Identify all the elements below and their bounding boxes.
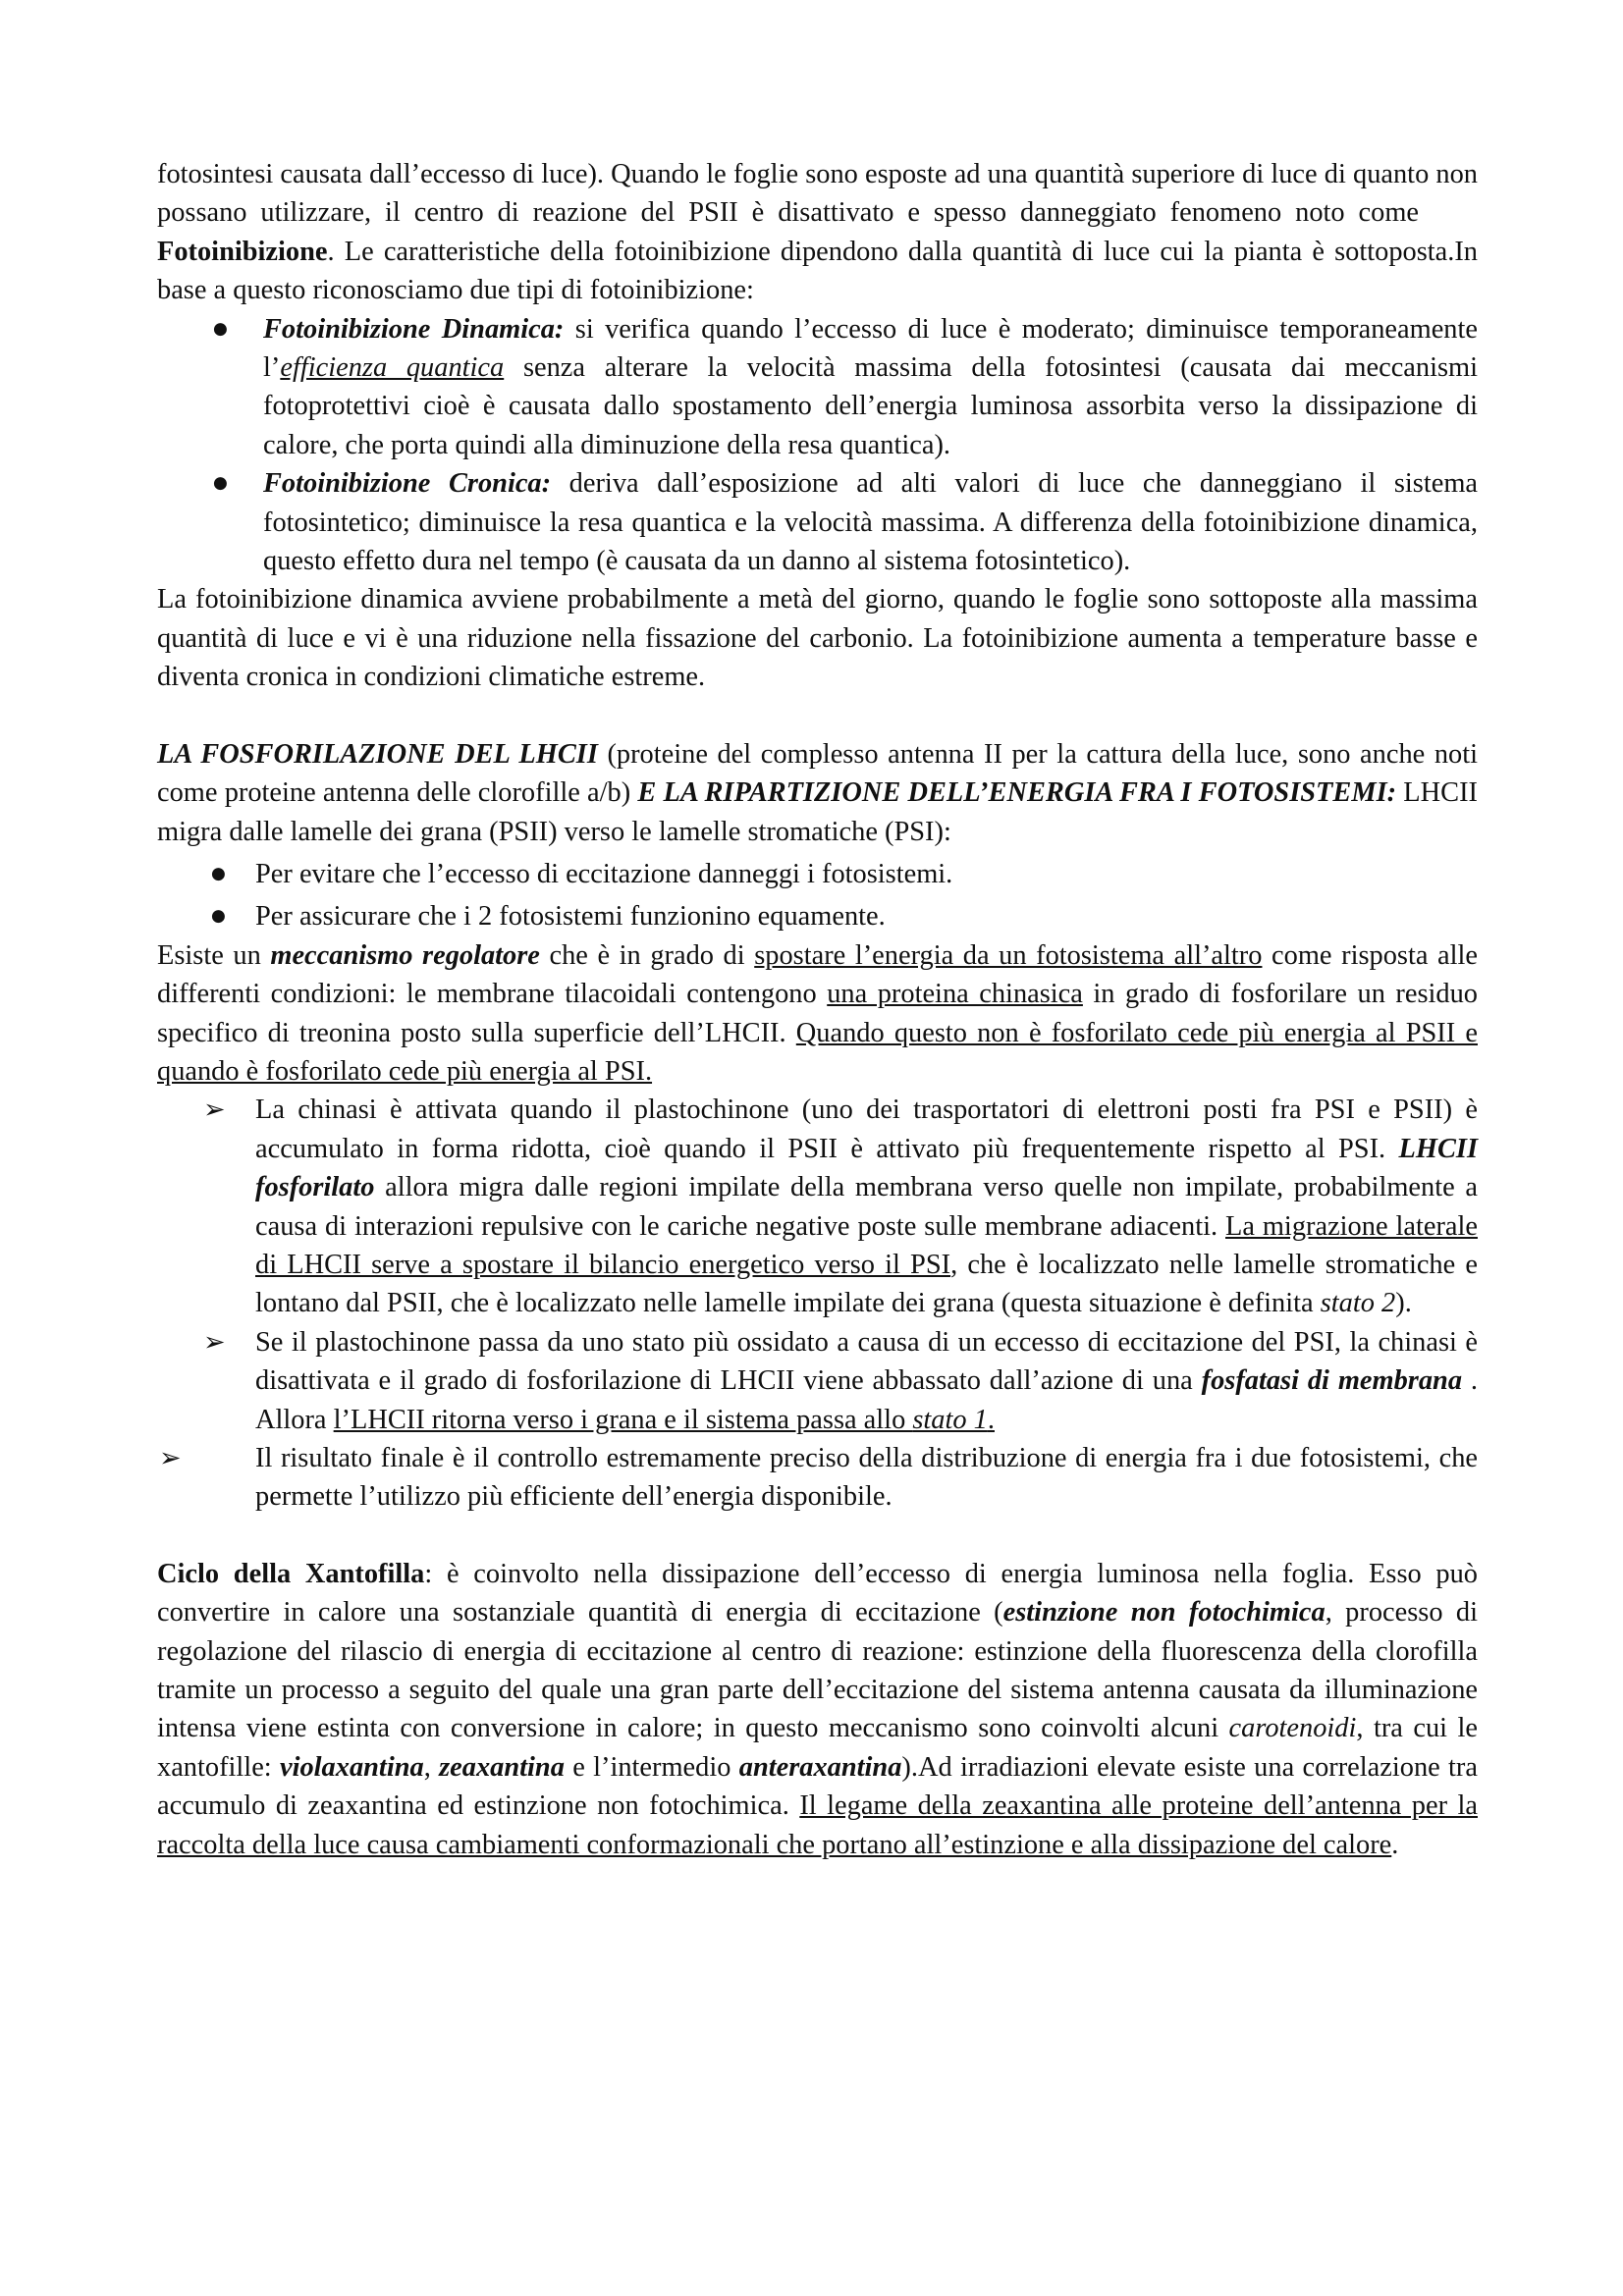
term-stato-2: stato 2 bbox=[1320, 1288, 1396, 1319]
arrow-item-risultato: ➢ Il risultato finale è il controllo estremamente preciso della distribuzione di energia fra i due fotosistemi, che permette l’utilizzo più efficiente dell’energia disponibile. bbox=[157, 1439, 1478, 1517]
term-stato-1: stato 1 bbox=[912, 1404, 988, 1435]
term-meccanismo-regolatore: meccanismo regolatore bbox=[270, 939, 540, 971]
term-lhcii-fosforilato: LHCII fosforilato bbox=[255, 1133, 1478, 1203]
paragraph-lhcii: LA FOSFORILAZIONE DEL LHCII (proteine del complesso antenna II per la cattura della luce, sono anche noti come proteine antenna delle clorofille a/b) E LA RIPARTIZIONE DELL’ENERGIA FRA I FOTOSISTEMI: LHCII migra dalle lamelle dei grana (PSII) verso le lamelle stromatiche (PSI): bbox=[157, 738, 1478, 847]
paragraph-xantofilla: Ciclo della Xantofilla: è coinvolto nella dissipazione dell’eccesso di energia luminosa nella foglia. Esso può convertire in calore una sostanziale quantità di energia di eccitazione (estinzione non fotochimica, processo di regolazione del rilascio di energia di eccitazione al centro di reazione: estinzione della fluorescenza della clorofilla tramite un processo a seguito del quale una gran parte dell’eccitazione del sistema antenna causata da illuminazione intensa viene estinta con conversione in calore; in questo meccanismo sono coinvolti alcuni carotenoidi, tra cui le xantofille: violaxantina, zeaxantina e l’intermedio anteraxantina).Ad irradiazioni elevate esiste una correlazione tra accumulo di zeaxantina ed estinzione non fotochimica. Il legame della zeaxantina alle proteine dell’antenna per la raccolta della luce causa cambiamenti conformazionali che portano all’estinzione e alla dissipazione del calore. bbox=[157, 1558, 1478, 1860]
term-cronica: Fotoinibizione Cronica: bbox=[263, 468, 552, 500]
list-item-cronica: ● Fotoinibizione Cronica: deriva dall’esposizione ad alti valori di luce che danneggiano il sistema fotosintetico; diminuisce la resa quantica e la velocità massima. A differenza della fotoinibizione dinamica, questo effetto dura nel tempo (è causata da un danno al sistema fotosintetico). bbox=[157, 464, 1478, 580]
arrow-item-plastochinone: ➢ Se il plastochinone passa da uno stato più ossidato a causa di un eccesso di eccitazione del PSI, la chinasi è disattivata e il grado di fosforilazione di LHCII viene abbassato dall’azione di una fosfatasi di membrana . Allora l’LHCII ritorna verso i grana e il sistema passa allo stato 1. bbox=[157, 1323, 1478, 1439]
arrow-item-chinasi: ➢ La chinasi è attivata quando il plastochinone (uno dei trasportatori di elettroni posti fra PSI e PSII) è accumulato in forma ridotta, cioè quando il PSII è attivato più frequentemente rispetto al PSI. LHCII fosforilato allora migra dalle regioni impilate della membrana verso quelle non impilate, probabilmente a causa di interazioni repulsive con le cariche negative poste sulle membrane adiacenti. La migrazione laterale di LHCII serve a spostare il bilancio energetico verso il PSI, che è localizzato nelle lamelle stromatiche e lontano dal PSII, che è localizzato nelle lamelle impilate dei grana (questa situazione è definita stato 2). bbox=[157, 1091, 1478, 1322]
heading-lhcii: LA FOSFORILAZIONE DEL LHCII bbox=[157, 738, 598, 770]
arrow-list bbox=[157, 1091, 1478, 1516]
heading-xantofilla: Ciclo della Xantofilla bbox=[157, 1558, 425, 1589]
page-content bbox=[157, 155, 1478, 1864]
list-item: ● Per assicurare che i 2 fotosistemi funzionino equamente. bbox=[157, 897, 1478, 935]
paragraph-dinamica: La fotoinibizione dinamica avviene probabilmente a metà del giorno, quando le foglie sono sottoposte alla massima quantità di luce e vi è una riduzione nella fissazione del carbonio. La fotoinibizione aumenta a temperature basse e diventa cronica in condizioni climatiche estreme. bbox=[157, 584, 1478, 693]
term-dinamica: Fotoinibizione Dinamica: bbox=[263, 313, 565, 345]
fotoinibizione-types-list bbox=[157, 310, 1478, 581]
term-fotoinibizione: Fotoinibizione bbox=[157, 236, 328, 267]
list-item-dinamica: ● Fotoinibizione Dinamica: si verifica quando l’eccesso di luce è moderato; diminuisce temporaneamente l’efficienza quantica senza alterare la velocità massima della fotosintesi (causata dai meccanismi fotoprotettivi cioè è causata dallo spostamento dell’energia luminosa assorbita verso la dissipazione di calore, che porta quindi alla diminuzione della resa quantica). bbox=[157, 310, 1478, 465]
paragraph-meccanismo: Esiste un meccanismo regolatore che è in grado di spostare l’energia da un fotosistema all’altro come risposta alle differenti condizioni: le membrane tilacoidali contengono una proteina chinasica in grado di fosforilare un residuo specifico di treonina posto sulla superficie dell’LHCII. Quando questo non è fosforilato cede più energia al PSII e quando è fosforilato cede più energia al PSI. bbox=[157, 939, 1478, 1087]
term-efficienza-quantica: efficienza quantica bbox=[280, 352, 505, 384]
lhcii-reasons-list bbox=[157, 855, 1478, 936]
text: . Le caratteristiche della fotoinibizione dipendono dalla quantità di luce cui la pianta è sottoposta.In base a questo riconosciamo due tipi di fotoinibizione: bbox=[157, 236, 1478, 306]
term-fosfatasi: fosfatasi di membrana bbox=[1201, 1365, 1463, 1397]
heading-ripartizione: E LA RIPARTIZIONE DELL’ENERGIA FRA I FOTOSISTEMI: bbox=[637, 777, 1397, 809]
list-item: ● Per evitare che l’eccesso di eccitazione danneggi i fotosistemi. bbox=[157, 855, 1478, 893]
paragraph-fotoinibizione bbox=[157, 155, 1478, 310]
text: fotosintesi causata dall’eccesso di luce). Quando le foglie sono esposte ad una quantità superiore di luce di quanto non possano utilizzare, il centro di reazione del PSII è disattivato e spesso danneggiato fenomeno noto come bbox=[157, 159, 1478, 229]
